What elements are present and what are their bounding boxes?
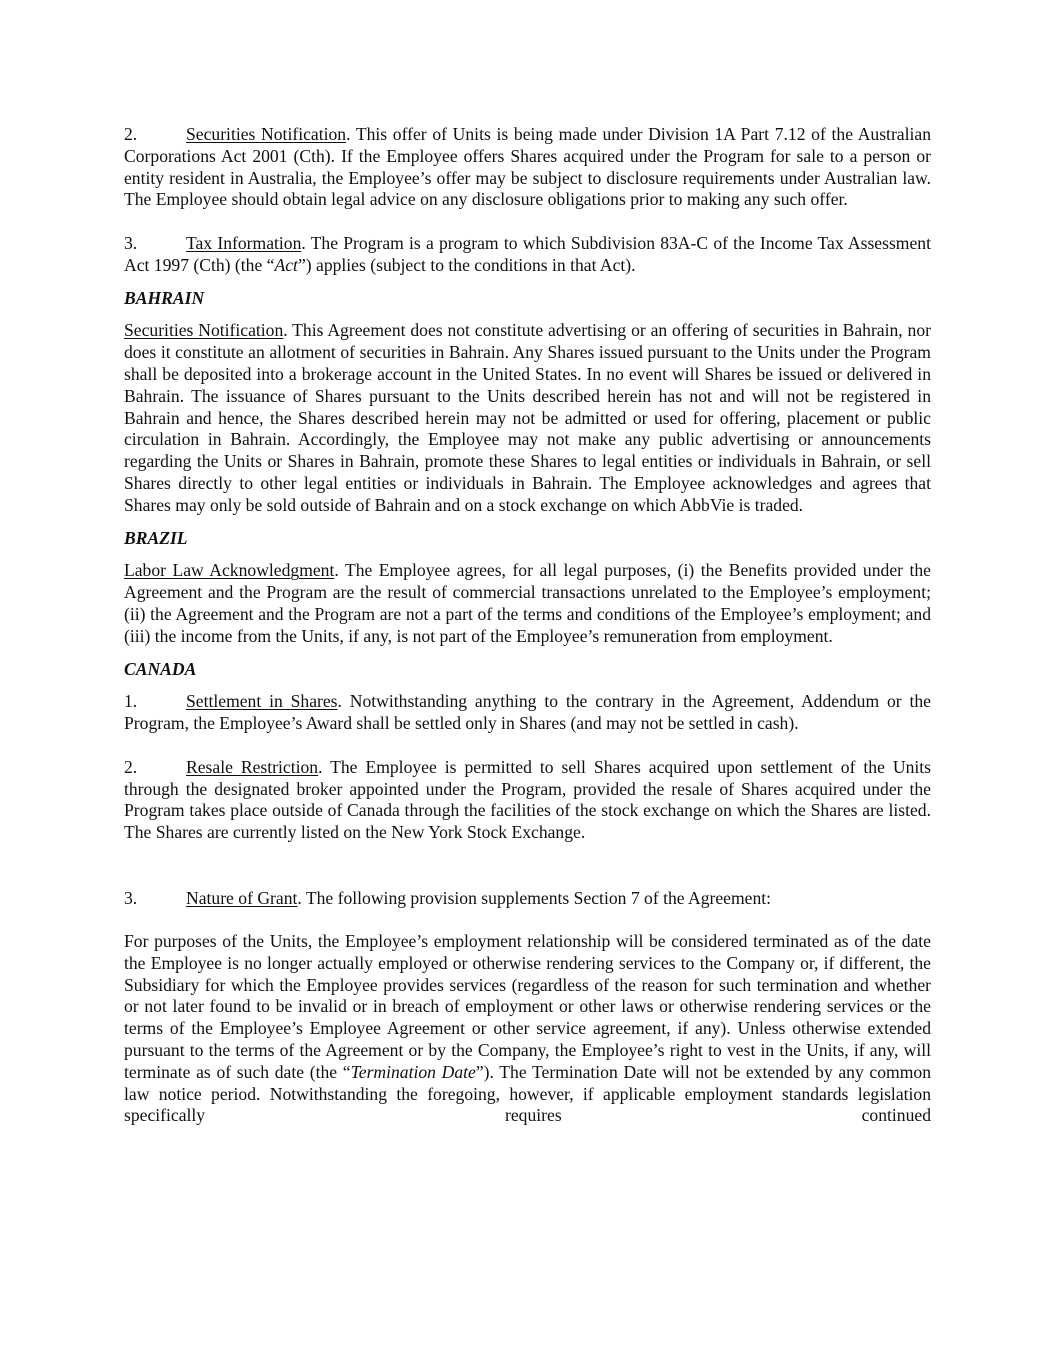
item-title: Tax Information bbox=[186, 232, 302, 253]
paragraph-text: For purposes of the Units, the Employee’s employment relationship will be considered terminated as of the date the Employee is no longer actually employed or otherwise rendering services to the Company or, if different, the Subsidiary for which the Employee provides services (regardless of the reason for such termination and whether or not later found to be invalid or in breach of employment or other laws or otherwise rendering services or the terms of the Employee’s Employee Agreement or other service agreement, if any). Unless otherwise extended pursuant to the terms of the Agreement or by the Company, the Employee’s right to vest in the Units, if any, will terminate as of such date (the “ bbox=[124, 931, 931, 1082]
defined-term: Termination Date bbox=[350, 1061, 476, 1082]
item-title: Securities Notification bbox=[186, 124, 347, 144]
item-title: Nature of Grant bbox=[186, 887, 298, 908]
bahrain-securities-notification bbox=[124, 320, 931, 516]
item-number: 3. bbox=[124, 887, 138, 908]
canada-nature-of-grant bbox=[124, 888, 931, 910]
item-title: Labor Law Acknowledgment bbox=[124, 560, 335, 581]
country-heading-brazil: BRAZIL bbox=[124, 527, 188, 548]
canada-nature-of-grant-paragraph bbox=[124, 931, 931, 1127]
item-text: . The Employee agrees, for all legal purposes, (i) the Benefits provided under the Agreement and the Program are the result of commercial transactions unrelated to the Employee’s employment; (ii) the Agreement and the Program are not a part of the terms and conditions of the Employee’s employment; and (iii) the income from the Units, if any, is not part of the Employee’s remuneration from employment. bbox=[124, 560, 931, 646]
country-heading-canada: CANADA bbox=[124, 658, 197, 679]
defined-term: Act bbox=[274, 254, 298, 275]
item-title: Resale Restriction bbox=[186, 756, 319, 777]
item-text: . The Program is a program to which Subdivision 83A-C of the Income Tax Assessment Act 1997 (Cth) (the “ bbox=[124, 232, 931, 275]
document-page bbox=[124, 124, 931, 1127]
australia-tax-information bbox=[124, 233, 931, 277]
item-title: Settlement in Shares bbox=[186, 691, 338, 712]
canada-resale-restriction bbox=[124, 757, 931, 844]
item-number: 1. bbox=[124, 691, 138, 712]
brazil-labor-law-acknowledgment bbox=[124, 560, 931, 647]
item-text: ”) applies (subject to the conditions in that Act). bbox=[297, 254, 636, 275]
item-title: Securities Notification bbox=[124, 320, 284, 341]
item-number: 2. bbox=[124, 756, 138, 777]
paragraph-text: ”). The Termination Date will not be extended by any common law notice period. Notwithstanding the foregoing, however, if applicable employment standards legislation specifically requires continued bbox=[124, 1061, 932, 1126]
item-text: . The following provision supplements Section 7 of the Agreement: bbox=[297, 887, 772, 908]
canada-settlement-in-shares bbox=[124, 691, 931, 735]
country-heading-bahrain: BAHRAIN bbox=[124, 287, 205, 308]
australia-securities-notification bbox=[124, 124, 931, 211]
item-number: 3. bbox=[124, 232, 138, 253]
item-text: . This offer of Units is being made under Division 1A Part 7.12 of the Australian Corporations Act 2001 (Cth). If the Employee offers Shares acquired under the Program for sale to a person or entity resident in Australia, the Employee’s offer may be subject to disclosure requirements under Australian law. The Employee should obtain legal advice on any disclosure obligations prior to making any such offer. bbox=[124, 124, 931, 210]
item-number: 2. bbox=[124, 124, 138, 144]
item-text: . The Employee is permitted to sell Shares acquired upon settlement of the Units through the designated broker appointed under the Program, provided the resale of Shares acquired under the Program takes place outside of Canada through the facilities of the stock exchange on which the Shares are listed. The Shares are currently listed on the New York Stock Exchange. bbox=[124, 756, 931, 843]
item-text: . This Agreement does not constitute advertising or an offering of securities in Bahrain, nor does it constitute an allotment of securities in Bahrain. Any Shares issued pursuant to the Units under the Program shall be deposited into a brokerage account in the United States. In no event will Shares be issued or delivered in Bahrain. The issuance of Shares pursuant to the Units described herein has not and will not be registered in Bahrain and hence, the Shares described herein may not be admitted or used for offering, placement or public circulation in Bahrain. Accordingly, the Employee may not make any public advertising or announcements regarding the Units or Shares in Bahrain, promote these Shares to legal entities or individuals in Bahrain, or sell Shares directly to other legal entities or individuals in Bahrain. The Employee acknowledges and agrees that Shares may only be sold outside of Bahrain and on a stock exchange on which AbbVie is traded. bbox=[124, 320, 931, 515]
item-text: . Notwithstanding anything to the contrary in the Agreement, Addendum or the Program, the Employee’s Award shall be settled only in Shares (and may not be settled in cash). bbox=[124, 691, 931, 734]
